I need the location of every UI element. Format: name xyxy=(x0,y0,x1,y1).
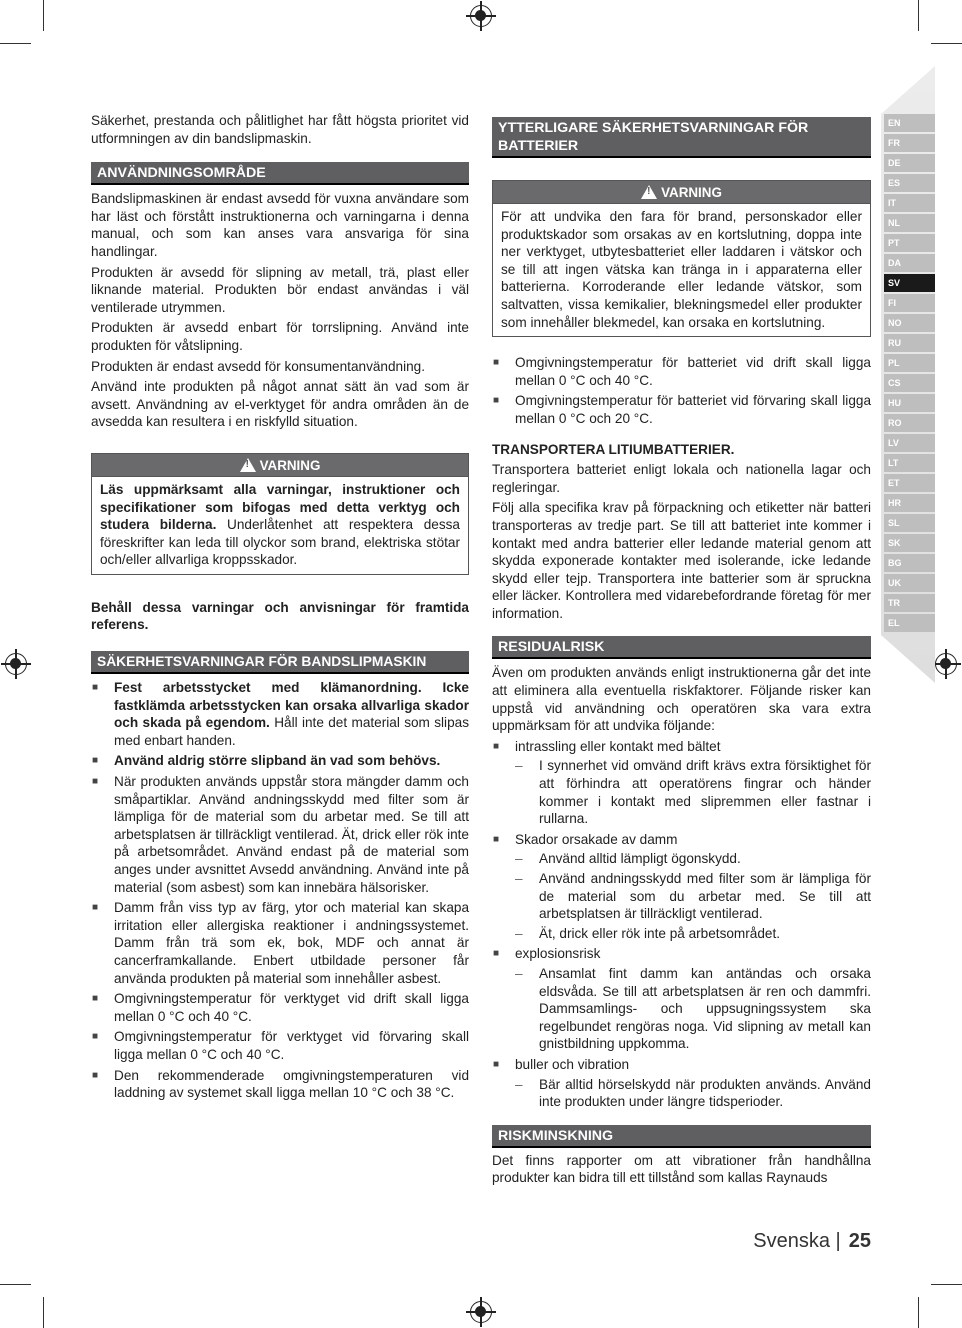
language-tab-en[interactable]: EN xyxy=(884,114,935,132)
list-item xyxy=(492,831,871,943)
sub-list-item: – Använd alltid lämpligt ögonskydd. xyxy=(515,850,871,868)
risk-reduction-paragraph: Det finns rapporter om att vibrationer från handhållna produkter kan bidra till ett tillstånd som kallas Raynauds xyxy=(492,1152,871,1186)
intro-paragraph: Säkerhet, prestanda och pålitlighet har fått högsta prioritet vid utformningen av din bandslipmaskin. xyxy=(91,113,469,146)
usage-paragraph: Produkten är avsedd enbart för torrslipning. Använd inte produkten för våtslipning. xyxy=(91,320,469,353)
right-column xyxy=(492,117,871,1190)
sub-list-item: – Ansamlat fint damm kan antändas och orsaka eldsvåda. Se till att arbetsplatsen är ren och dammfri. Dammsamlings- och uppsugningssystem ska regelbundet rengöras noga. Vid slipning av metall kan gnistbildning uppkomma. xyxy=(515,965,871,1053)
list-item: ■ Omgivningstemperatur för batteriet vid förvaring skall ligga mellan 0 °C och 20 °C. xyxy=(492,392,871,427)
usage-paragraph: Produkten är avsedd för slipning av metall, trä, plast eller liknande material. Produkten bör endast användas i väl ventilerade utrymmen. xyxy=(91,264,469,315)
language-tab-bg[interactable]: BG xyxy=(884,554,935,572)
crop-mark xyxy=(918,1297,919,1328)
warning-box xyxy=(91,453,469,575)
language-tab-tr[interactable]: TR xyxy=(884,594,935,612)
usage-paragraph: Bandslipmaskinen är endast avsedd för vuxna användare som har läst och förstått instruktionerna och varningarna i denna manual, och som kan anses vara ansvariga för sina handlingar. xyxy=(91,191,469,259)
sub-list xyxy=(515,1076,871,1111)
warning-triangle-icon xyxy=(240,458,256,472)
language-tab-no[interactable]: NO xyxy=(884,314,935,332)
usage-paragraph: Produkten är endast avsedd för konsumentanvändning. xyxy=(91,358,426,374)
safety-list xyxy=(91,679,469,1102)
page-number: 25 xyxy=(848,1230,871,1252)
residual-intro: Även om produkten används enligt instruktionerna går det inte att eliminera alla eventuella riskfaktorer. Följande risker kan uppstå vid användning och operatören ska vara extra uppmärksam för att undvika följande: xyxy=(492,665,871,734)
warning-label: VARNING xyxy=(661,185,722,200)
transport-paragraph: Transportera batteriet enligt lokala och nationella lagar och regleringar. xyxy=(492,462,871,495)
warning-label: VARNING xyxy=(259,457,321,473)
language-tab-list xyxy=(884,114,935,634)
list-item-text: intrassling eller kontakt med bältet xyxy=(515,738,721,754)
sub-list xyxy=(515,757,871,827)
list-item: ■ Omgivningstemperatur för verktyget vid förvaring skall ligga mellan 0 °C och 40 °C. xyxy=(91,1028,469,1063)
list-item-bold: Fest arbetsstycket med klämanordning. Icke fastklämda arbetsstycken kan orsaka allvarliga skador och skada på egendom. xyxy=(114,680,469,731)
usage-paragraph: Använd inte produkten på något annat sätt än vad som är avsett. Användning av el-verktyget för andra områden än de avsedda kan resultera i en riskfylld situation. xyxy=(91,379,469,430)
list-item-text: explosionsrisk xyxy=(515,946,601,962)
list-item xyxy=(492,738,871,828)
sub-list-item: – Ät, drick eller rök inte på arbetsområdet. xyxy=(515,925,871,943)
sub-list xyxy=(515,965,871,1053)
language-tab-el[interactable]: EL xyxy=(884,614,935,632)
footer-language: Svenska | xyxy=(753,1230,841,1252)
language-tab-hu[interactable]: HU xyxy=(884,394,935,412)
list-item: ■ När produkten används uppstår stora mängder damm och småpartiklar. Använd andningsskydd med filter som är lämpliga för de material som du arbetar med. Se till att arbetsplatsen är tillräckligt ventilerad. Ät, drick eller rök inte på arbetsområdet. Använd endast på de material som anges under avsnittet Avsedd användning. Använd inte på material (som asbest) som kan innebära hälsorisker. xyxy=(91,773,469,896)
warning-header xyxy=(92,454,468,477)
warning-body xyxy=(92,477,468,574)
crop-mark xyxy=(43,1297,44,1328)
usage-heading: ANVÄNDNINGSOMRÅDE xyxy=(91,162,469,185)
language-tab-uk[interactable]: UK xyxy=(884,574,935,592)
list-item xyxy=(492,1056,871,1111)
residual-heading: RESIDUALRISK xyxy=(492,636,871,659)
registration-mark-icon xyxy=(5,653,27,675)
language-tab-nl[interactable]: NL xyxy=(884,214,935,232)
registration-mark-icon xyxy=(470,5,492,27)
sub-list-item: – I synnerhet vid omvänd drift krävs extra försiktighet för att förhindra att operatörens fingrar och händer kommer i kontakt med slipremmen eller fastnar i rullarna. xyxy=(515,757,871,827)
list-item: ■ Den rekommenderade omgivningstemperaturen vid laddning av systemet skall ligga mellan 10 °C och 38 °C. xyxy=(91,1067,469,1102)
warning-text: Underlåtenhet att respektera dessa föreskrifter kan leda till olyckor som brand, elektriska stötar och/eller allvarliga kroppsskador. xyxy=(100,517,460,568)
battery-warning-box xyxy=(492,180,871,337)
sub-list-item: – Använd andningsskydd med filter som är lämpliga för de material som du arbetar med. Se till att arbetsplatsen är tillräckligt ventilerad. xyxy=(515,870,871,923)
crop-mark xyxy=(918,0,919,31)
registration-mark-icon xyxy=(935,653,957,675)
list-item-bold: Använd aldrig större slipband än vad som behövs. xyxy=(114,753,441,769)
language-tab-ru[interactable]: RU xyxy=(884,334,935,352)
language-tab-ro[interactable]: RO xyxy=(884,414,935,432)
language-tab-pt[interactable]: PT xyxy=(884,234,935,252)
transport-heading: TRANSPORTERA LITIUMBATTERIER. xyxy=(492,441,735,457)
residual-list xyxy=(492,738,871,1111)
language-tab-da[interactable]: DA xyxy=(884,254,935,272)
safety-heading: SÄKERHETSVARNINGAR FÖR BANDSLIPMASKIN xyxy=(91,651,469,674)
language-tab-de[interactable]: DE xyxy=(884,154,935,172)
language-tab-lt[interactable]: LT xyxy=(884,454,935,472)
transport-paragraph: Följ alla specifika krav på förpackning och etiketter när batteri transporteras av tredje part. Se till att batteriet inte kommer i kontakt med andra batterier eller ledande material genom att skydda exponerade kontakter med isolerande, icke ledande skydd eller tejp. Transportera inte batterier som är spruckna eller läcker. Kontrollera med vidarebefordrande företag för mer information. xyxy=(492,500,871,621)
list-item-text: buller och vibration xyxy=(515,1056,630,1072)
language-tab-it[interactable]: IT xyxy=(884,194,935,212)
list-item xyxy=(91,679,469,749)
list-item xyxy=(91,752,469,770)
battery-heading: YTTERLIGARE SÄKERHETSVARNINGAR FÖR BATTERIER xyxy=(492,117,871,158)
language-tab-sk[interactable]: SK xyxy=(884,534,935,552)
registration-mark-icon xyxy=(470,1301,492,1323)
list-item-text: Skador orsakade av damm xyxy=(515,831,678,847)
language-tab-cs[interactable]: CS xyxy=(884,374,935,392)
language-tab-es[interactable]: ES xyxy=(884,174,935,192)
language-tab-sl[interactable]: SL xyxy=(884,514,935,532)
language-tab-hr[interactable]: HR xyxy=(884,494,935,512)
keep-note: Behåll dessa varningar och anvisningar för framtida referens. xyxy=(91,599,469,633)
crop-mark xyxy=(43,0,44,31)
crop-mark xyxy=(931,43,962,44)
list-item-text: Håll inte det material som slipas med enbart handen. xyxy=(114,715,469,748)
list-item: ■ Damm från viss typ av färg, ytor och material kan skapa irritation eller allergiska reaktioner i andningssystemet. Damm från trä som ek, bok, MDF och annat är cancerframkallande. Enbert utbildade personer får använda produkten på material som innehåller asbest. xyxy=(91,899,469,987)
warning-body: För att undvika den fara för brand, personskador eller produktskador som orsakas av en kortslutning, doppa inte ner verktyget, utbytesbatteriet eller laddaren i vätskor och se till att ingen vätska kan tränga in i apparaterna eller batterierna. Korroderande eller ledande vätskor, som saltvatten, vissa kemikalier, blekningsmedel eller produkter som innehåller blekmedel, kan orsaka en kortslutning. xyxy=(501,209,862,330)
crop-mark xyxy=(931,1284,962,1285)
warning-header xyxy=(493,181,870,204)
left-column xyxy=(91,112,469,1105)
language-tab-et[interactable]: ET xyxy=(884,474,935,492)
warning-bold-text: Läs uppmärksamt alla varningar, instruktioner och specifikationer som bifogas med detta verktyg och studera bilderna. xyxy=(100,481,460,533)
battery-list xyxy=(492,354,871,427)
sub-list-item: – Bär alltid hörselskydd när produkten används. Använd inte produkten under längre tidsperioder. xyxy=(515,1076,871,1111)
risk-reduction-heading: RISKMINSKNING xyxy=(492,1125,871,1148)
page-footer xyxy=(753,1230,871,1253)
crop-mark xyxy=(0,1284,31,1285)
list-item xyxy=(492,945,871,1053)
crop-mark xyxy=(0,43,31,44)
language-tab-lv[interactable]: LV xyxy=(884,434,935,452)
language-tab-pl[interactable]: PL xyxy=(884,354,935,372)
language-tab-fr[interactable]: FR xyxy=(884,134,935,152)
language-tab-sv[interactable]: SV xyxy=(884,274,935,292)
list-item: ■ Omgivningstemperatur för batteriet vid drift skall ligga mellan 0 °C och 40 °C. xyxy=(492,354,871,389)
sub-list xyxy=(515,850,871,942)
warning-triangle-icon xyxy=(641,185,657,199)
list-item: ■ Omgivningstemperatur för verktyget vid drift skall ligga mellan 0 °C och 40 °C. xyxy=(91,990,469,1025)
language-tab-fi[interactable]: FI xyxy=(884,294,935,312)
